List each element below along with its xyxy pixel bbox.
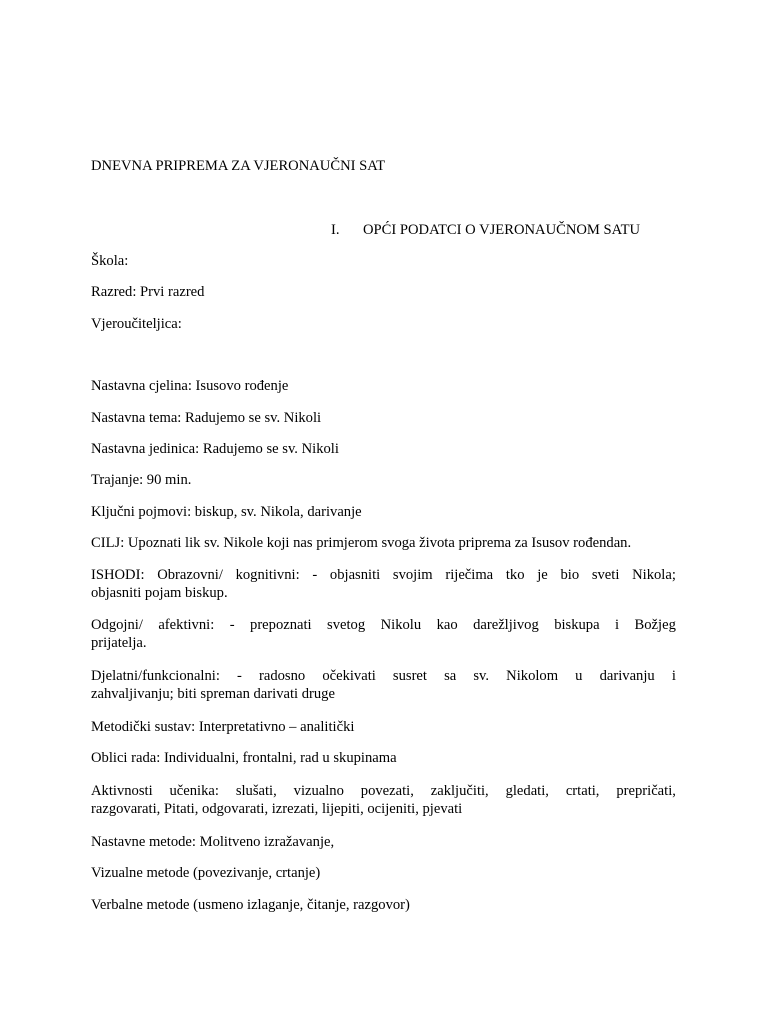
word: povezati,	[360, 783, 414, 799]
word: zaključiti,	[430, 783, 489, 799]
affective-row-2: prijatelja.	[91, 635, 147, 651]
word: prepoznati	[250, 617, 312, 633]
word: darivanju	[599, 668, 655, 684]
functional-row-2: zahvaljivanju; biti spreman darivati druge	[91, 686, 335, 702]
word: prepričati,	[616, 783, 676, 799]
word: Nikolu	[380, 617, 422, 633]
word: i	[671, 668, 676, 684]
word: radosno	[258, 668, 306, 684]
outcomes-row-2: objasniti pojam biskup.	[91, 585, 228, 601]
word: očekivati	[322, 668, 376, 684]
word: slušati,	[235, 783, 277, 799]
method-system-line: Metodički sustav: Interpretativno – analitički	[91, 719, 355, 735]
document-title: DNEVNA PRIPREMA ZA VJERONAUČNI SAT	[91, 158, 386, 174]
activities-paragraph	[91, 782, 676, 818]
word: Djelatni/funkcionalni:	[91, 668, 220, 684]
visual-methods-line: Vizualne metode (povezivanje, crtanje)	[91, 865, 321, 881]
word: svojim	[392, 567, 433, 583]
word: sveti	[591, 567, 620, 583]
word: -	[237, 668, 242, 684]
outcomes-row-1	[91, 566, 676, 584]
teacher-line: Vjeroučiteljica:	[91, 316, 182, 332]
functional-row-1	[91, 667, 676, 685]
word: Obrazovni/	[157, 567, 223, 583]
teaching-methods-line: Nastavne metode: Molitveno izražavanje,	[91, 834, 335, 850]
word: je	[537, 567, 548, 583]
word: Nikola;	[632, 567, 676, 583]
word: kognitivni:	[235, 567, 300, 583]
school-line: Škola:	[91, 253, 129, 269]
word: sv.	[473, 668, 490, 684]
word: objasniti	[329, 567, 381, 583]
word: učenika:	[169, 783, 219, 799]
word: gledati,	[505, 783, 549, 799]
section-heading	[331, 221, 640, 239]
affective-row-1	[91, 616, 676, 634]
word: Aktivnosti	[91, 783, 153, 799]
section-title: OPĆI PODATCI O VJERONAUČNOM SATU	[363, 222, 641, 238]
grade-line: Razred: Prvi razred	[91, 284, 205, 300]
word: i	[615, 617, 620, 633]
duration-line: Trajanje: 90 min.	[91, 472, 192, 488]
word: -	[312, 567, 318, 583]
word: biskupa	[554, 617, 600, 633]
word: ISHODI:	[91, 567, 145, 583]
word: sa	[444, 668, 457, 684]
word: darežljivog	[473, 617, 539, 633]
word: tko	[505, 567, 525, 583]
word: svetog	[327, 617, 366, 633]
outcomes-paragraph	[91, 566, 676, 602]
verbal-methods-line: Verbalne metode (usmeno izlaganje, čitanje, razgovor)	[91, 897, 410, 913]
word: -	[229, 617, 235, 633]
teaching-unit-line: Nastavna cjelina: Isusovo rođenje	[91, 378, 289, 394]
word: riječima	[445, 567, 494, 583]
word: bio	[560, 567, 580, 583]
goal-line: CILJ: Upoznati lik sv. Nikole koji nas primjerom svoga života priprema za Isusov rođendan.	[91, 535, 632, 551]
word: kao	[436, 617, 458, 633]
lesson-line: Nastavna jedinica: Radujemo se sv. Nikoli	[91, 441, 339, 457]
word: u	[575, 668, 583, 684]
word: Nikolom	[506, 668, 559, 684]
affective-paragraph	[91, 616, 676, 652]
functional-paragraph	[91, 667, 676, 703]
section-number: I.	[331, 222, 340, 238]
word: Božjeg	[634, 617, 676, 633]
teaching-topic-line: Nastavna tema: Radujemo se sv. Nikoli	[91, 410, 322, 426]
word: Odgojni/	[91, 617, 143, 633]
word: afektivni:	[158, 617, 215, 633]
work-forms-line: Oblici rada: Individualni, frontalni, rad u skupinama	[91, 750, 397, 766]
word: vizualno	[293, 783, 344, 799]
activities-row-1	[91, 782, 676, 800]
word: crtati,	[565, 783, 600, 799]
key-terms-line: Ključni pojmovi: biskup, sv. Nikola, darivanje	[91, 504, 362, 520]
activities-row-2: razgovarati, Pitati, odgovarati, izrezati, lijepiti, ocijeniti, pjevati	[91, 801, 463, 817]
word: susret	[392, 668, 427, 684]
